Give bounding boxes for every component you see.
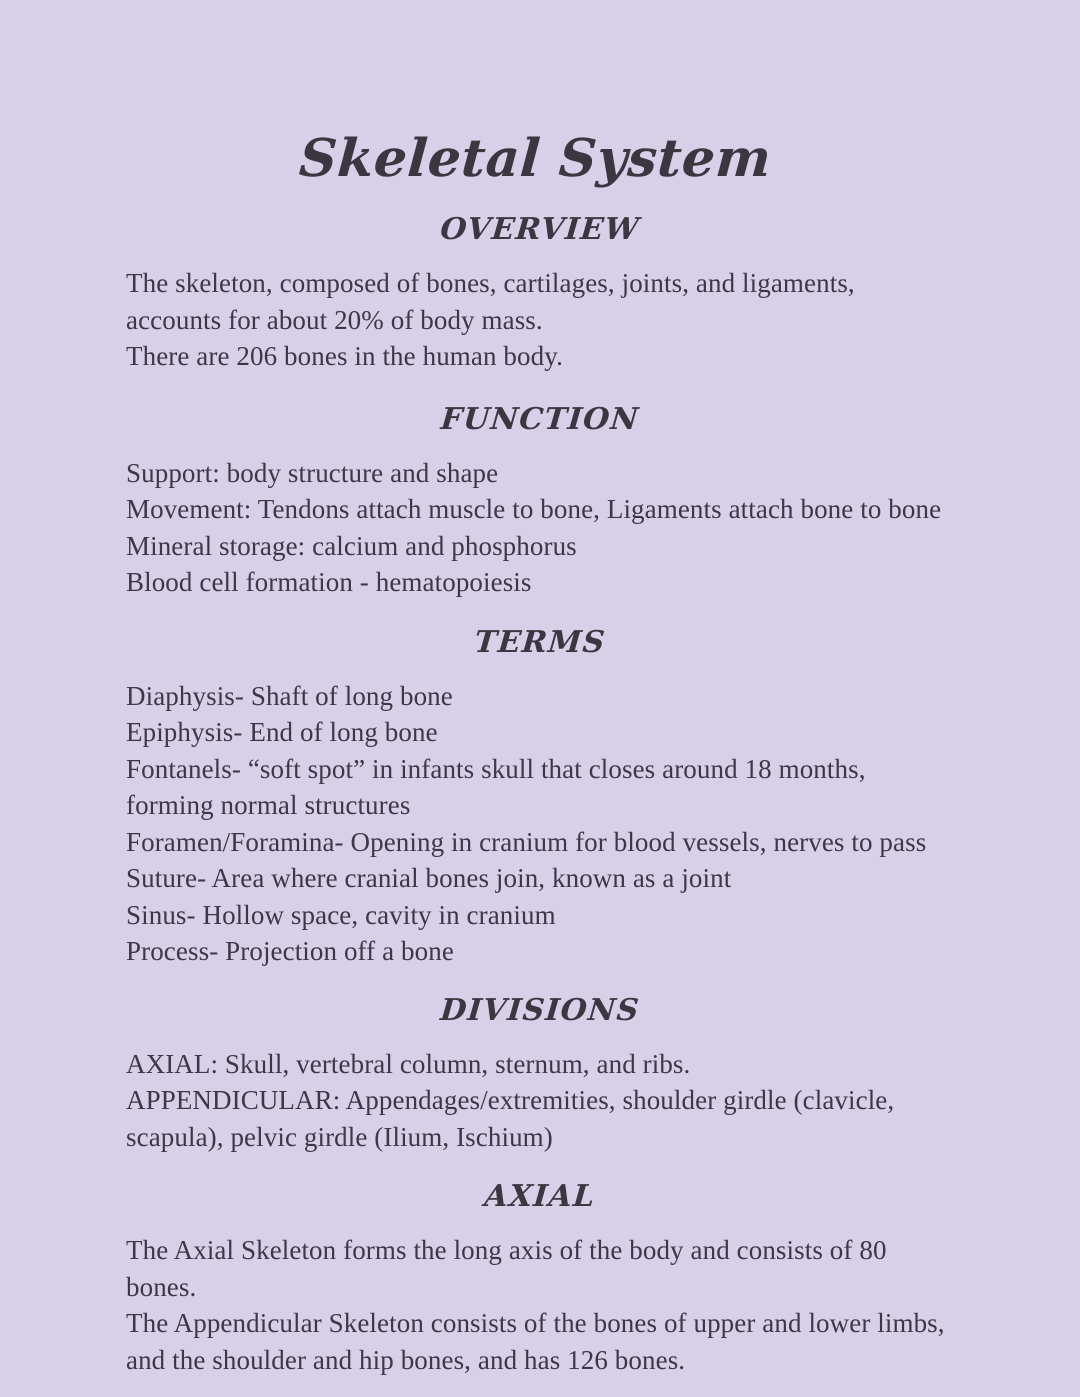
body-line: Sinus- Hollow space, cavity in cranium	[126, 899, 556, 930]
body-line: Blood cell formation - hematopoiesis	[126, 567, 532, 597]
body-line: Movement: Tendons attach muscle to bone, Ligaments attach bone to bone	[126, 494, 942, 524]
body-line: AXIAL: Skull, vertebral column, sternum, and ribs.	[126, 1048, 691, 1079]
body-line: There are 206 bones in the human body.	[126, 341, 563, 371]
section-heading-overview: OVERVIEW	[438, 212, 642, 247]
section-body-divisions	[126, 1046, 954, 1156]
body-line: Mineral storage: calcium and phosphorus	[126, 530, 577, 561]
section-heading-terms: TERMS	[473, 624, 608, 660]
section-heading-divisions: DIVISIONS	[438, 992, 642, 1028]
body-line: The skeleton, composed of bones, cartilages, joints, and ligaments, accounts for about 20% of body mass.	[126, 268, 855, 335]
body-line: Suture- Area where cranial bones join, known as a joint	[126, 863, 732, 893]
section-heading-axial: AXIAL	[483, 1179, 598, 1214]
body-line: Process- Projection off a bone	[126, 936, 454, 966]
section-body-axial	[126, 1232, 954, 1378]
section-body-overview	[126, 265, 954, 375]
section-heading-function: FUNCTION	[439, 401, 641, 437]
body-line: Fontanels- “soft spot” in infants skull that closes around 18 months, forming normal structures	[126, 753, 866, 820]
body-line: The Appendicular Skeleton consists of the bones of upper and lower limbs, and the shoulder and hip bones, and has 126 bones.	[126, 1308, 945, 1375]
section-body-terms	[126, 678, 954, 970]
section-body-function	[126, 455, 954, 601]
body-line: The Axial Skeleton forms the long axis of the body and consists of 80 bones.	[126, 1235, 887, 1302]
body-line: Foramen/Foramina- Opening in cranium for blood vessels, nerves to pass	[126, 826, 927, 857]
body-line: Epiphysis- End of long bone	[126, 717, 438, 747]
body-line: Diaphysis- Shaft of long bone	[126, 680, 453, 711]
body-line: Support: body structure and shape	[126, 457, 499, 488]
body-line: APPENDICULAR: Appendages/extremities, shoulder girdle (clavicle, scapula), pelvic girdle (Ilium, Ischium)	[126, 1085, 895, 1152]
page-title: Skeletal System	[297, 128, 774, 189]
